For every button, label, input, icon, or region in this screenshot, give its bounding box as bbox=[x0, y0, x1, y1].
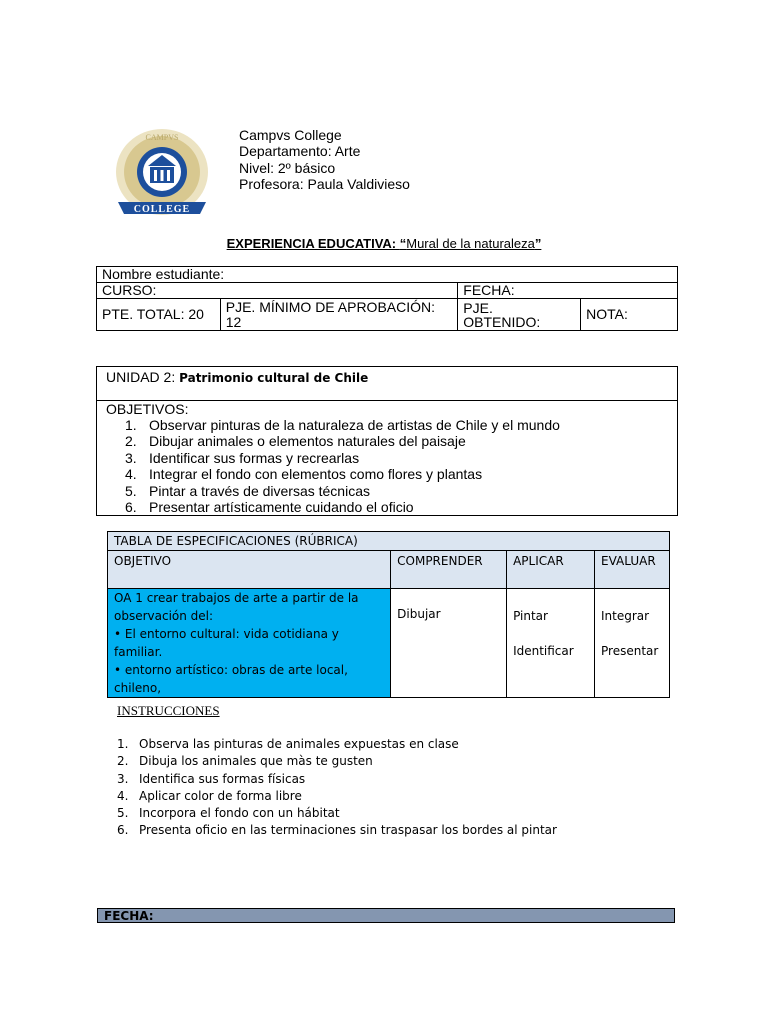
student-name-field[interactable]: Nombre estudiante: bbox=[97, 267, 678, 283]
grade-field[interactable]: NOTA: bbox=[581, 299, 678, 331]
instructions-list bbox=[117, 736, 557, 840]
list-item: 5. Incorpora el fondo con un hábitat bbox=[117, 806, 340, 821]
school-header bbox=[239, 127, 410, 192]
oa-cell: OA 1 crear trabajos de arte a partir de la observación del: • El entorno cultural: vida cotidiana y familiar. • entorno artístico: obras de arte local, chileno, bbox=[108, 589, 391, 698]
course-field[interactable]: CURSO: bbox=[97, 283, 458, 299]
objectives-title: OBJETIVOS: bbox=[106, 401, 189, 417]
instructions-title: INSTRUCCIONES bbox=[117, 703, 220, 718]
list-item: 1. Observa las pinturas de animales expuestas en clase bbox=[117, 737, 459, 751]
unit-box bbox=[96, 366, 678, 516]
obtained-points-field[interactable]: PJE. OBTENIDO: bbox=[458, 299, 581, 331]
unit-title: UNIDAD 2: Patrimonio cultural de Chile bbox=[106, 369, 369, 385]
col-objetivo: OBJETIVO bbox=[108, 551, 391, 589]
rubric-title: TABLA DE ESPECIFICACIONES (RÚBRICA) bbox=[108, 532, 670, 551]
list-item: 1. Observar pinturas de la naturaleza de artistas de Chile y el mundo bbox=[125, 417, 560, 433]
page-title: EXPERIENCIA EDUCATIVA: “Mural de la naturaleza” bbox=[226, 236, 542, 251]
comprender-cell: Dibujar bbox=[391, 589, 507, 698]
list-item: 3. Identificar sus formas y recrearlas bbox=[125, 449, 360, 466]
list-item: 6. Presenta oficio en las terminaciones sin traspasar los bordes al pintar bbox=[117, 823, 557, 838]
level: Nivel: 2º básico bbox=[239, 159, 336, 176]
date-field[interactable]: FECHA: bbox=[458, 283, 678, 299]
department: Departamento: Arte bbox=[239, 143, 361, 160]
list-item: 2. Dibuja los animales que màs te gusten bbox=[117, 754, 373, 769]
col-comprender: COMPRENDER bbox=[391, 551, 507, 589]
logo-ribbon-text: COLLEGE bbox=[133, 204, 191, 215]
evaluar-cell: Integrar Presentar bbox=[595, 589, 670, 698]
aplicar-cell: Pintar Identificar bbox=[507, 589, 595, 698]
objectives-list bbox=[125, 417, 560, 515]
col-evaluar: EVALUAR bbox=[595, 551, 670, 589]
teacher: Profesora: Paula Valdivieso bbox=[239, 175, 410, 192]
school-name: Campvs College bbox=[239, 127, 342, 143]
min-points: PJE. MÍNIMO DE APROBACIÓN: 12 bbox=[220, 299, 458, 331]
student-info-table bbox=[96, 266, 678, 331]
college-logo bbox=[112, 128, 212, 220]
list-item: 4. Integrar el fondo con elementos como flores y plantas bbox=[125, 466, 483, 483]
list-item: 3. Identifica sus formas físicas bbox=[117, 771, 306, 786]
logo-ring-text: CAMPVS bbox=[145, 133, 179, 142]
unit-name: Patrimonio cultural de Chile bbox=[179, 371, 369, 385]
rubric-table bbox=[107, 531, 670, 698]
total-points: PTE. TOTAL: 20 bbox=[97, 299, 221, 331]
list-item: 2. Dibujar animales o elementos naturales del paisaje bbox=[125, 433, 466, 450]
list-item: 6. Presentar artísticamente cuidando el oficio bbox=[125, 499, 414, 516]
col-aplicar: APLICAR bbox=[507, 551, 595, 589]
activity-name: Mural de la naturaleza bbox=[406, 236, 535, 251]
list-item: 5. Pintar a través de diversas técnicas bbox=[125, 482, 370, 499]
footer-date-field[interactable]: FECHA: bbox=[97, 908, 675, 923]
list-item: 4. Aplicar color de forma libre bbox=[117, 788, 302, 803]
